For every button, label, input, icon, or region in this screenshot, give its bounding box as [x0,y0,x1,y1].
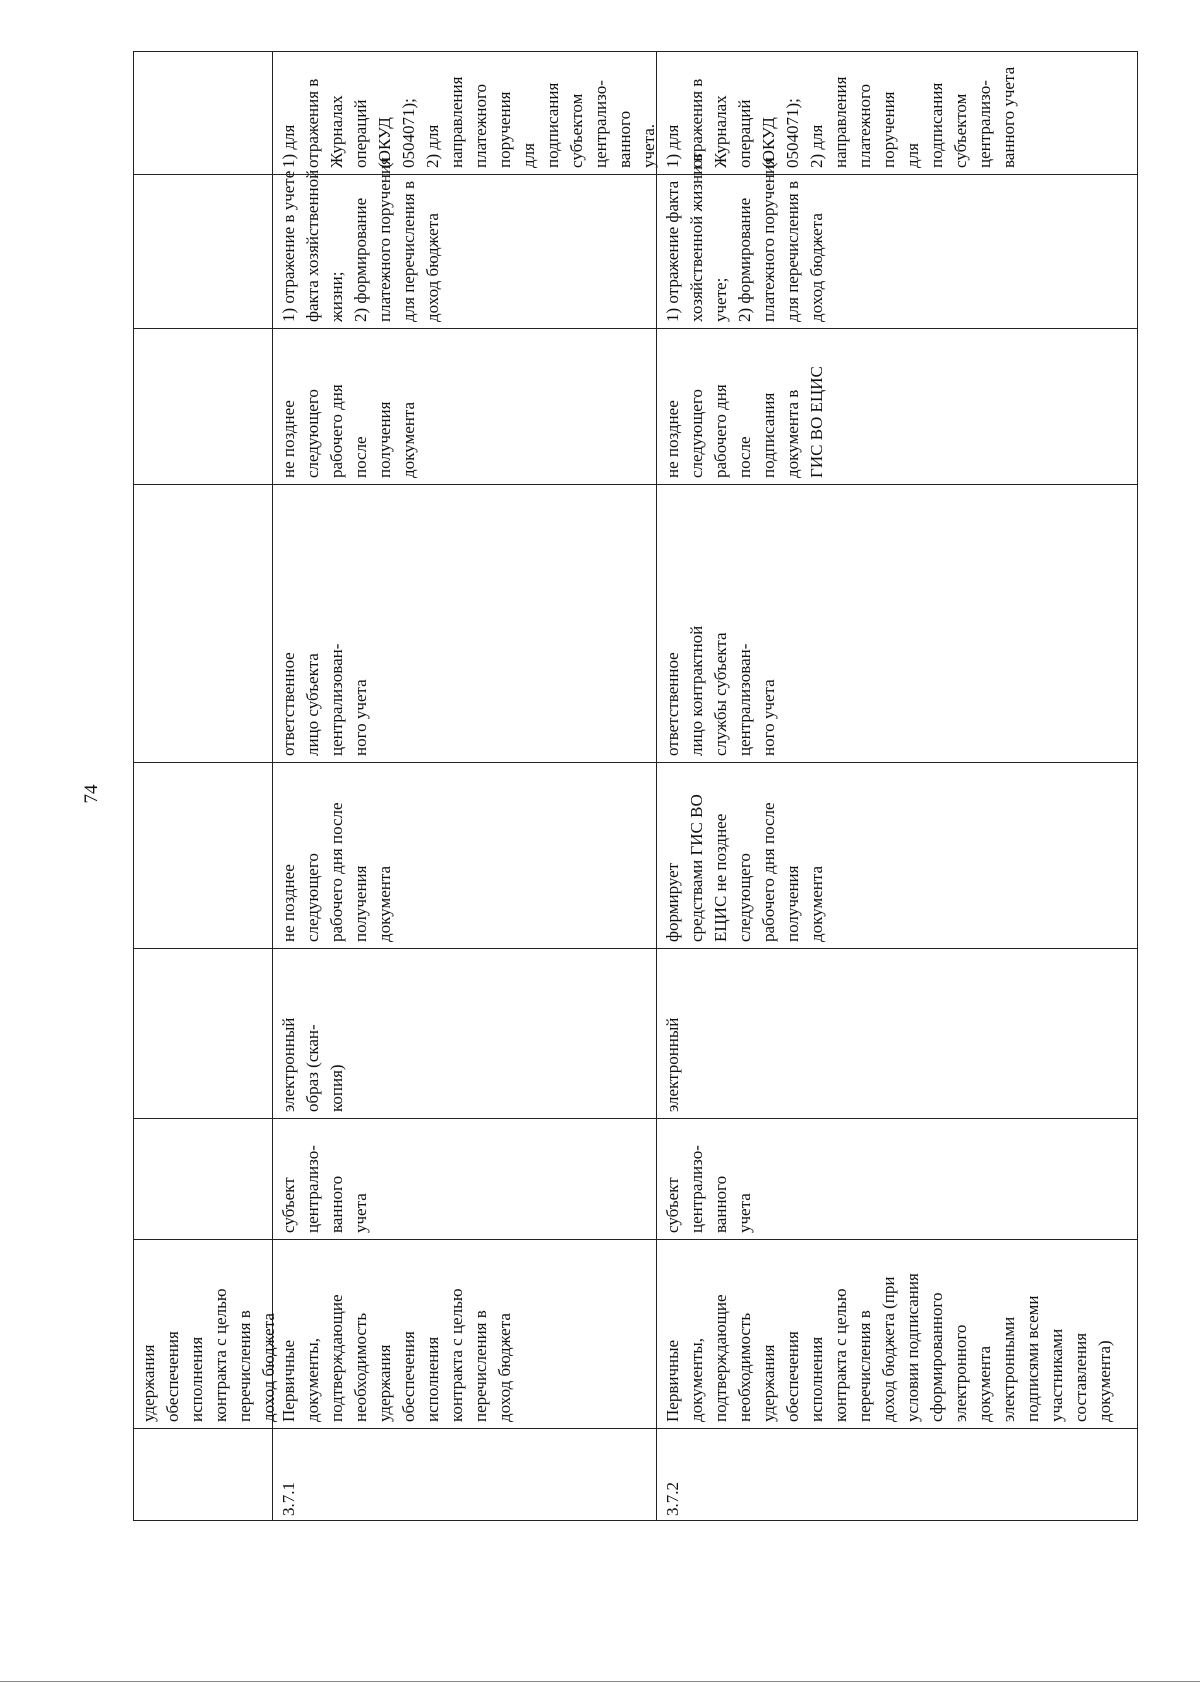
creator-cell: субъект централизо- ванного учета [663,1145,754,1233]
actions-cell: 1) отражение факта хозяйственной жизни в учете; 2) формирование платежного поручения для перечисления в доход бюджета [663,153,826,322]
format-cell: электронный [663,1017,682,1112]
row-divider [656,52,657,1520]
column-divider [134,948,1137,949]
processing-deadline-cell: не позднее следующего рабочего дня после подписания документа в ГИС ВО ЕЦИС [663,366,826,478]
row-number-cell: 3.7.2 [663,1482,682,1516]
deadline-cell: формирует средствами ГИС ВО ЕЦИС не позднее следующего рабочего дня после получения документа [663,794,826,942]
row-number-cell: 3.7.1 [279,1482,298,1516]
description-cell: Первичные документы, подтверждающие необходимость удержания обеспечения исполнения контракта с целью перечисления в доход бюджета [279,1288,514,1422]
responsible-cell: ответственное лицо субъекта централизован- ного учета [279,643,370,756]
purpose-cell: 1) для отражения в Журналах операций (ОКУД 0504071); 2) для направления платежного поручения для подписания субъектом централизо- ванного учета. [279,76,658,168]
column-divider [134,484,1137,485]
description-cell: Первичные документы, подтверждающие необходимость удержания обеспечения исполнения контракта с целью перечисления в доход бюджета (при условии подписания сформированного электронного документа электронными подписями всеми участниками составления документа) [663,1273,1114,1422]
document-table [133,51,1138,1521]
column-divider [134,1239,1137,1240]
column-divider [134,1118,1137,1119]
header-description-cell: удержания обеспечения исполнения контракта с целью перечисления в доход бюджета [139,1288,278,1422]
column-divider [134,328,1137,329]
purpose-cell: 1) для отражения в Журналах операций (ОКУД 0504071); 2) для направления платежного поручения для подписания субъектом централизо- ванного учета [663,66,1018,168]
actions-cell: 1) отражение в учете факта хозяйственной жизни; 2) формирование платежного поручения для перечисления в доход бюджета [279,157,442,322]
page-number: 74 [81,784,102,804]
responsible-cell: ответственное лицо контрактной службы субъекта централизован- ного учета [663,625,778,756]
column-divider [134,1428,1137,1429]
deadline-cell: не позднее следующего рабочего дня после получения документа [279,802,394,942]
column-divider [134,762,1137,763]
scan-edge-line [0,1681,1200,1682]
format-cell: электронный образ (скан- копия) [279,1017,346,1112]
processing-deadline-cell: не позднее следующего рабочего дня после получения документа [279,384,418,478]
creator-cell: субъект централизо- ванного учета [279,1145,370,1233]
